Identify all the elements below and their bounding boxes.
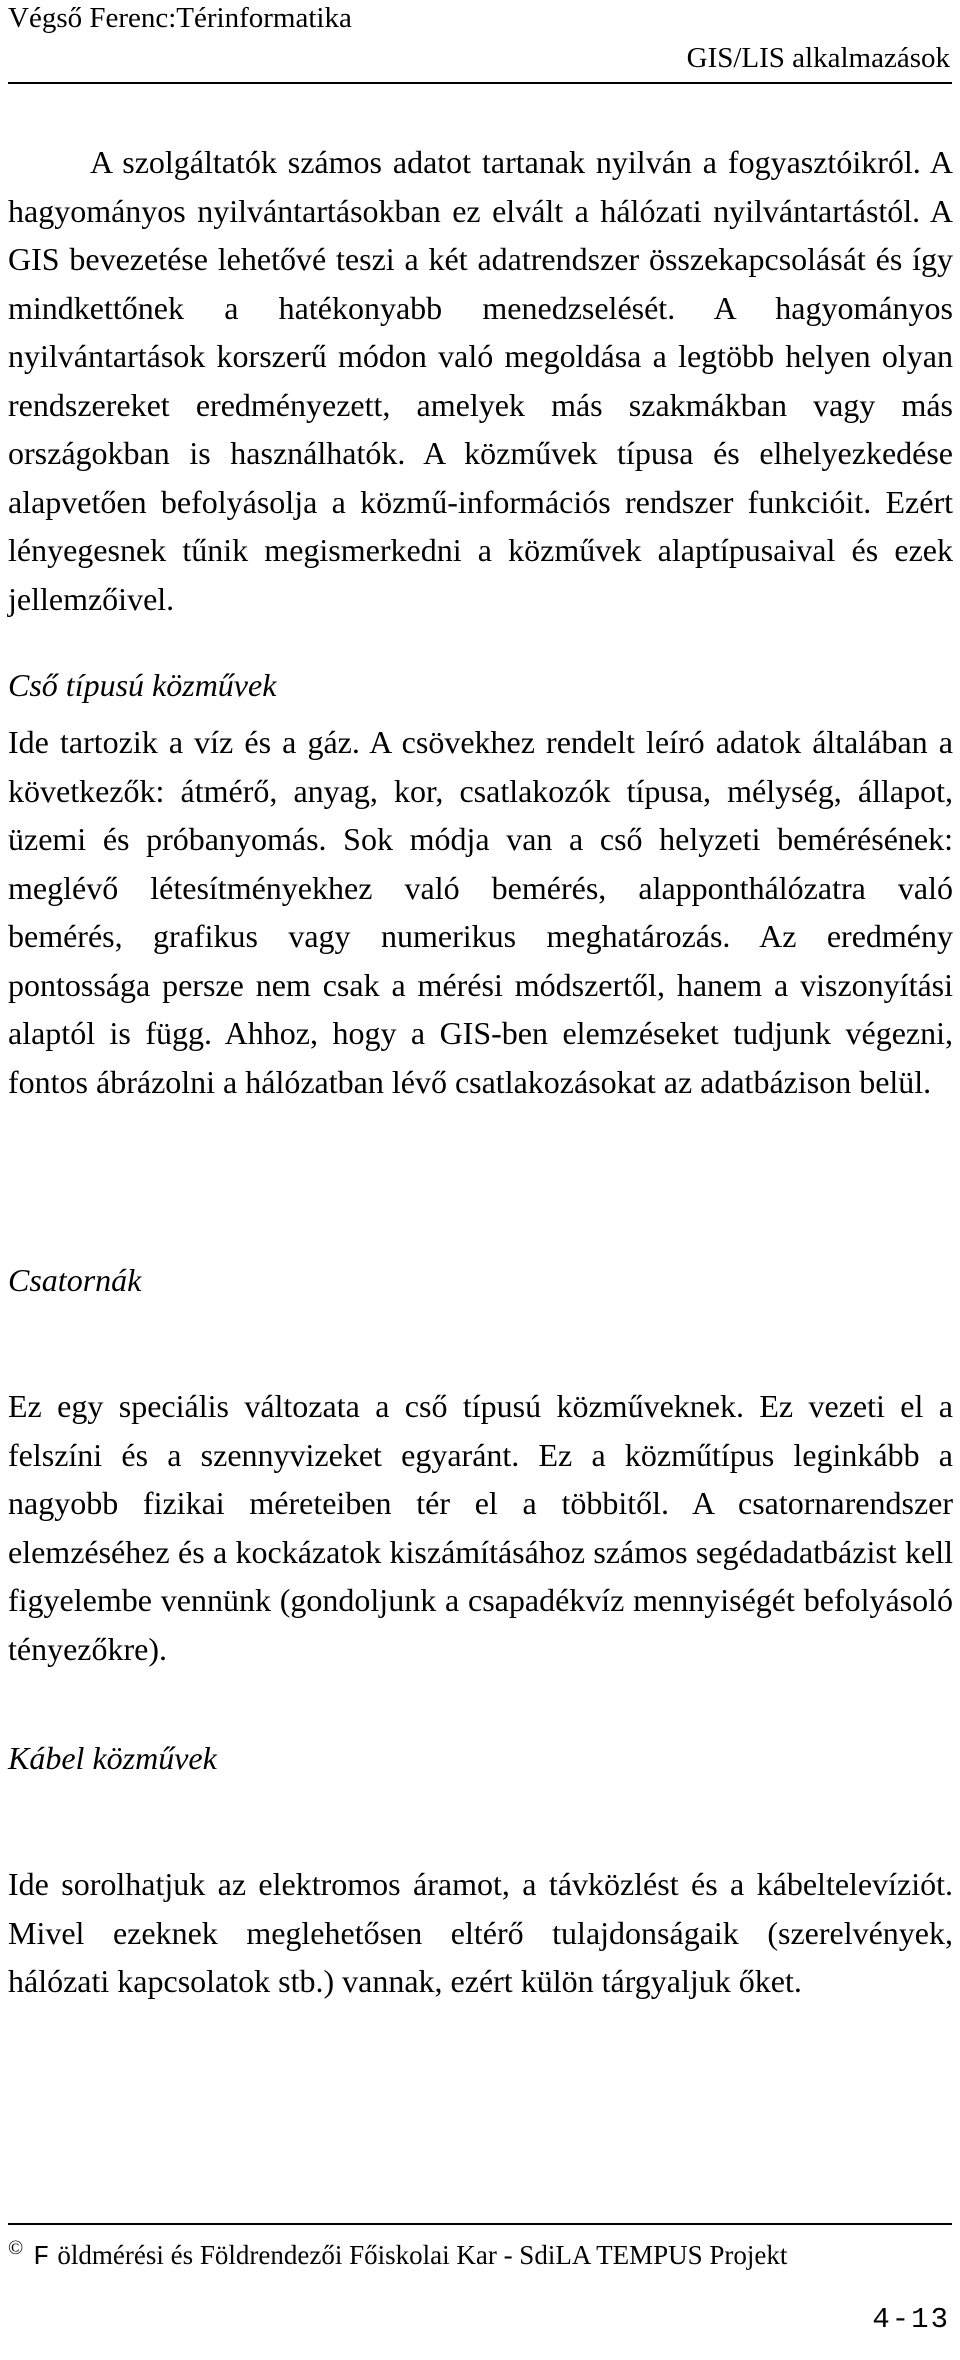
intro-paragraph: A szolgáltatók számos adatot tartanak nyilván a fogyasztóikról. A hagyományos nyilvántartásokban ez elvált a hálózati nyilvántartástól. A GIS bevezetése lehetővé teszi a két adatrendszer összekapcsolását és így mindkettőnek a hatékonyabb menedzselését. A hagyományos nyilvántartások korszerű módon való megoldása a legtöbb helyen olyan rendszereket eredményezett, amelyek más szakmákban vagy más országokban is használhatók. A közművek típusa és elhelyezkedése alapvetően befolyásolja a közmű-információs rendszer funkcióit. Ezért lényegesnek tűnik megismerkedni a közművek alaptípusaival és ezek jellemzőivel.	[8, 144, 953, 617]
section-body-cso: Ide tartozik a víz és a gáz. A csövekhez rendelt leíró adatok általában a következők: átmérő, anyag, kor, csatlakozók típusa, mélység, állapot, üzemi és próbanyomás. Sok módja van a cső helyzeti bemérésének: meglévő létesítményekhez való bemérés, alapponthálózatra való bemérés, grafikus vagy numerikus meghatározás. Az eredmény pontossága persze nem csak a mérési módszertől, hanem a viszonyítási alaptól is függ. Ahhoz, hogy a GIS-ben elemzéseket tudjunk végezni, fontos ábrázolni a hálózatban lévő csatlakozásokat az adatbázison belül.	[8, 724, 953, 1100]
section-heading-kabel: Kábel közművek	[8, 1740, 217, 1776]
page-number: 4-13	[872, 2303, 950, 2336]
running-header-right: GIS/LIS alkalmazások	[686, 42, 950, 74]
footer-credit	[8, 2228, 950, 2278]
section-body-kabel: Ide sorolhatjuk az elektromos áramot, a távközlést és a kábeltelevíziót. Mivel ezeknek meglehetősen eltérő tulajdonságaik (szerelvények, hálózati kapcsolatok stb.) vannak, ezért külön tárgyaljuk őket.	[8, 1866, 953, 1999]
copyright-symbol: ©	[8, 2237, 24, 2259]
section-body-csatornak: Ez egy speciális változata a cső típusú közműveknek. Ez vezeti el a felszíni és a szennyvizeket egyaránt. Ez a közműtípus leginkább a nagyobb fizikai méreteiben tér el a többitől. A csatornarendszer elemzéséhez és a kockázatok kiszámításához számos segédadatbázist kell figyelembe vennünk (gondoljunk a csapadékvíz mennyiségét befolyásoló tényezőkre).	[8, 1388, 953, 1667]
footer-text: öldmérési és Földrendezői Főiskolai Kar - SdiLA TEMPUS Projekt	[57, 2240, 788, 2270]
section-heading-csatornak: Csatornák	[8, 1262, 142, 1298]
header-divider	[8, 82, 952, 84]
section-heading-cso: Cső típusú közművek	[8, 667, 277, 703]
running-header-left: Végső Ferenc:Térinformatika	[8, 2, 352, 34]
footer-initial: F	[33, 2243, 50, 2273]
footer-divider	[8, 2223, 952, 2225]
